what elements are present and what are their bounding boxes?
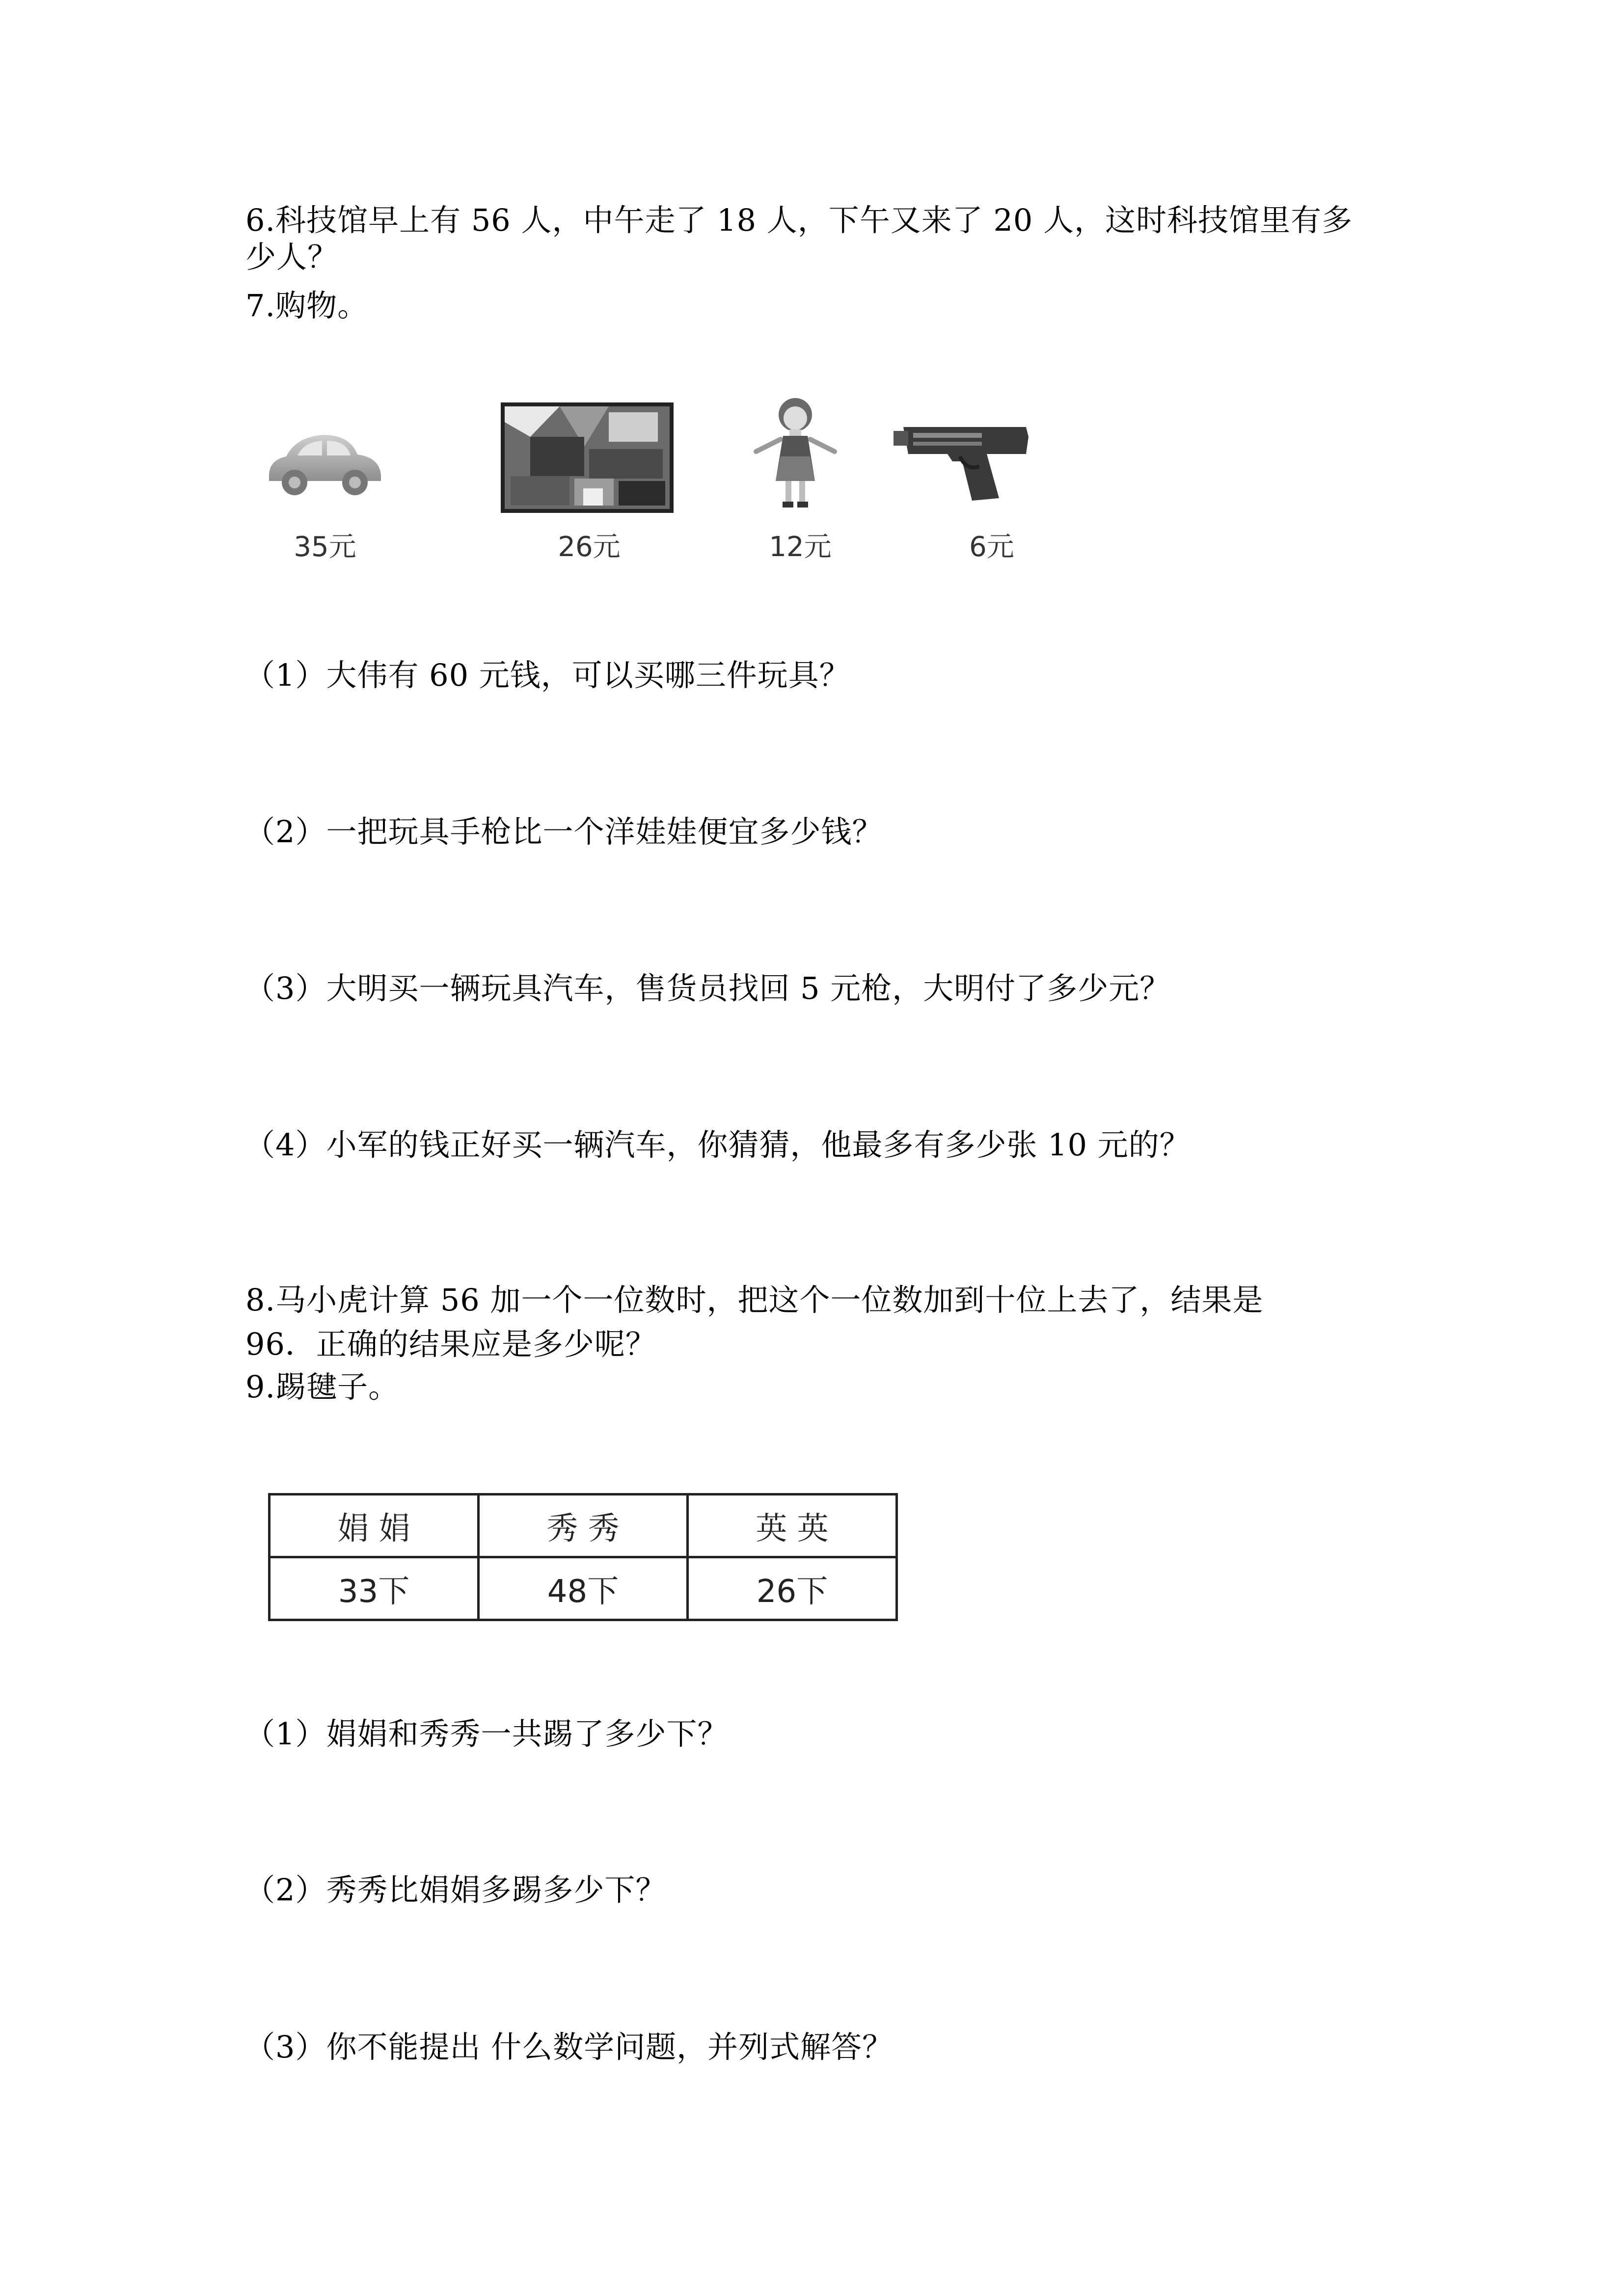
toy-car-image (259, 426, 387, 500)
q8-line1: 8.马小虎计算 56 加一个一位数时，把这个一位数加到十位上去了，结果是 (245, 1282, 1264, 1318)
table-cell: 26下 (688, 1557, 897, 1620)
table-header-row (270, 1495, 897, 1557)
doll-price: 12元 (769, 531, 832, 563)
table-header-cell: 娟 娟 (270, 1495, 479, 1557)
q9-sub2: （2）秀秀比娟娟多踢多少下？ (244, 1872, 667, 1908)
q8-line2: 96．正确的结果应是多少呢？ (245, 1326, 656, 1362)
q7-sub3: （3）大明买一辆玩具汽车，售货员找回 5 元枪，大明付了多少元？ (244, 970, 1171, 1006)
table-cell: 48下 (479, 1557, 688, 1620)
table-row (270, 1557, 897, 1620)
q9-sub3: （3）你不能提出 什么数学问题，并列式解答？ (244, 2029, 893, 2065)
toy-car-price: 35元 (294, 531, 356, 563)
kick-table (268, 1493, 898, 1621)
q7-sub4: （4）小军的钱正好买一辆汽车，你猜猜，他最多有多少张 10 元的？ (244, 1127, 1191, 1163)
table-cell: 33下 (270, 1557, 479, 1620)
q6-line1: 6.科技馆早上有 56 人，中午走了 18 人，下午又来了 20 人，这时科技馆里有多 (245, 202, 1353, 238)
doll-image (741, 393, 849, 513)
q6-line2: 少人？ (245, 239, 339, 275)
table-header-cell: 秀 秀 (479, 1495, 688, 1557)
q7-sub1: （1）大伟有 60 元钱，可以买哪三件玩具？ (244, 657, 850, 693)
q7-title: 7.购物。 (245, 288, 369, 323)
toy-blocks-price: 26元 (558, 531, 621, 563)
q9-title: 9.踢毽子。 (245, 1369, 400, 1405)
toy-blocks-image (501, 402, 674, 513)
q7-sub2: （2）一把玩具手枪比一个洋娃娃便宜多少钱？ (244, 814, 883, 850)
table-header-cell: 英 英 (688, 1495, 897, 1557)
toy-gun-price: 6元 (969, 531, 1014, 563)
q9-sub1: （1）娟娟和秀秀一共踢了多少下？ (244, 1716, 729, 1752)
toy-gun-image (893, 417, 1041, 506)
